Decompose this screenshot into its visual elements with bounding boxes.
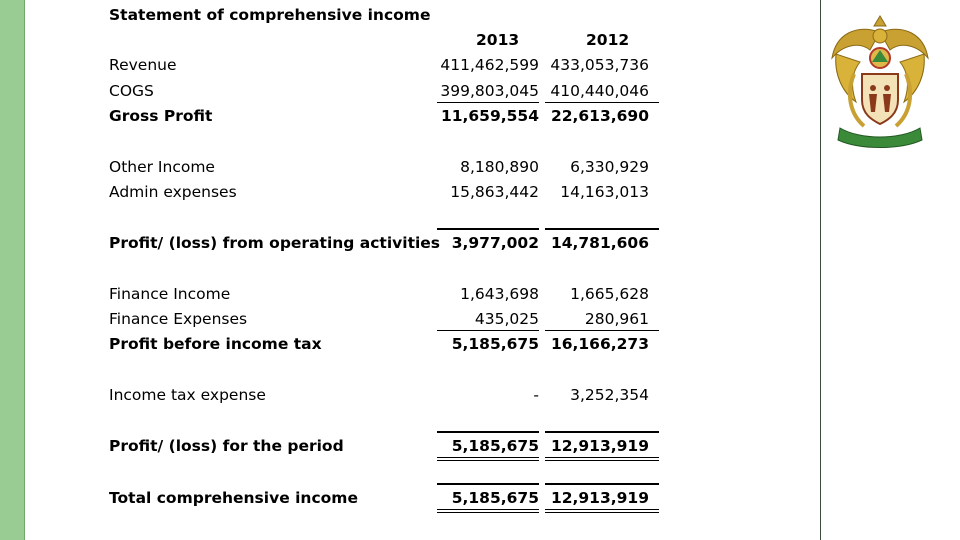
row-label-profit-for-period: Profit/ (loss) for the period xyxy=(109,437,344,455)
profit-for-period-2013: 5,185,675 xyxy=(451,437,539,455)
other-income-2013: 8,180,890 xyxy=(460,158,539,176)
profit-before-tax-2013: 5,185,675 xyxy=(451,335,539,353)
cogs-2013: 399,803,045 xyxy=(440,82,539,100)
income-tax-2012: 3,252,354 xyxy=(570,386,649,404)
gross-profit-2013: 11,659,554 xyxy=(440,107,539,125)
row-label-admin-expenses: Admin expenses xyxy=(109,183,237,201)
row-label-total-comprehensive-income: Total comprehensive income xyxy=(109,489,358,507)
finance-income-2013: 1,643,698 xyxy=(460,285,539,303)
total-comprehensive-income-2012: 12,913,919 xyxy=(550,489,649,507)
rule-total-2012-above xyxy=(545,483,659,485)
total-comprehensive-income-2013: 5,185,675 xyxy=(451,489,539,507)
rule-total-2012-top xyxy=(545,509,659,510)
rule-cogs-2013 xyxy=(437,102,539,103)
rule-period-2013-bottom xyxy=(437,460,539,461)
admin-expenses-2013: 15,863,442 xyxy=(450,183,539,201)
rule-finance-2012 xyxy=(545,330,659,331)
row-label-operating-profit: Profit/ (loss) from operating activities xyxy=(109,234,441,252)
admin-expenses-2012: 14,163,013 xyxy=(560,183,649,201)
row-label-finance-income: Finance Income xyxy=(109,285,231,303)
rule-cogs-2012 xyxy=(545,102,659,103)
income-tax-2013: - xyxy=(533,386,539,404)
row-label-profit-before-tax: Profit before income tax xyxy=(109,335,322,353)
rule-period-2013-top xyxy=(437,457,539,458)
rule-finance-2013 xyxy=(437,330,539,331)
column-header-2013: 2013 xyxy=(476,31,520,49)
coat-of-arms-icon xyxy=(826,14,934,152)
finance-income-2012: 1,665,628 xyxy=(570,285,649,303)
gross-profit-2012: 22,613,690 xyxy=(550,107,649,125)
rule-total-2013-top xyxy=(437,509,539,510)
rule-admin-2012 xyxy=(545,228,659,230)
cogs-2012: 410,440,046 xyxy=(550,82,649,100)
other-income-2012: 6,330,929 xyxy=(570,158,649,176)
rule-total-2012-bottom xyxy=(545,512,659,513)
finance-expenses-2012: 280,961 xyxy=(584,310,649,328)
finance-expenses-2013: 435,025 xyxy=(474,310,539,328)
rule-period-2012-bottom xyxy=(545,460,659,461)
profit-for-period-2012: 12,913,919 xyxy=(550,437,649,455)
row-label-cogs: COGS xyxy=(109,82,154,100)
rule-total-2013-above xyxy=(437,483,539,485)
column-header-2012: 2012 xyxy=(586,31,630,49)
profit-before-tax-2012: 16,166,273 xyxy=(550,335,649,353)
rule-tax-2013 xyxy=(437,431,539,433)
statement-title: Statement of comprehensive income xyxy=(109,6,431,24)
rule-admin-2013 xyxy=(437,228,539,230)
row-label-income-tax: Income tax expense xyxy=(109,386,266,404)
vertical-divider xyxy=(820,0,821,540)
rule-period-2012-top xyxy=(545,457,659,458)
row-label-finance-expenses: Finance Expenses xyxy=(109,310,248,328)
operating-profit-2012: 14,781,606 xyxy=(550,234,649,252)
row-label-other-income: Other Income xyxy=(109,158,215,176)
row-label-revenue: Revenue xyxy=(109,56,177,74)
rule-tax-2012 xyxy=(545,431,659,433)
row-label-gross-profit: Gross Profit xyxy=(109,107,213,125)
revenue-2013: 411,462,599 xyxy=(440,56,539,74)
rule-total-2013-bottom xyxy=(437,512,539,513)
operating-profit-2013: 3,977,002 xyxy=(451,234,539,252)
revenue-2012: 433,053,736 xyxy=(550,56,649,74)
